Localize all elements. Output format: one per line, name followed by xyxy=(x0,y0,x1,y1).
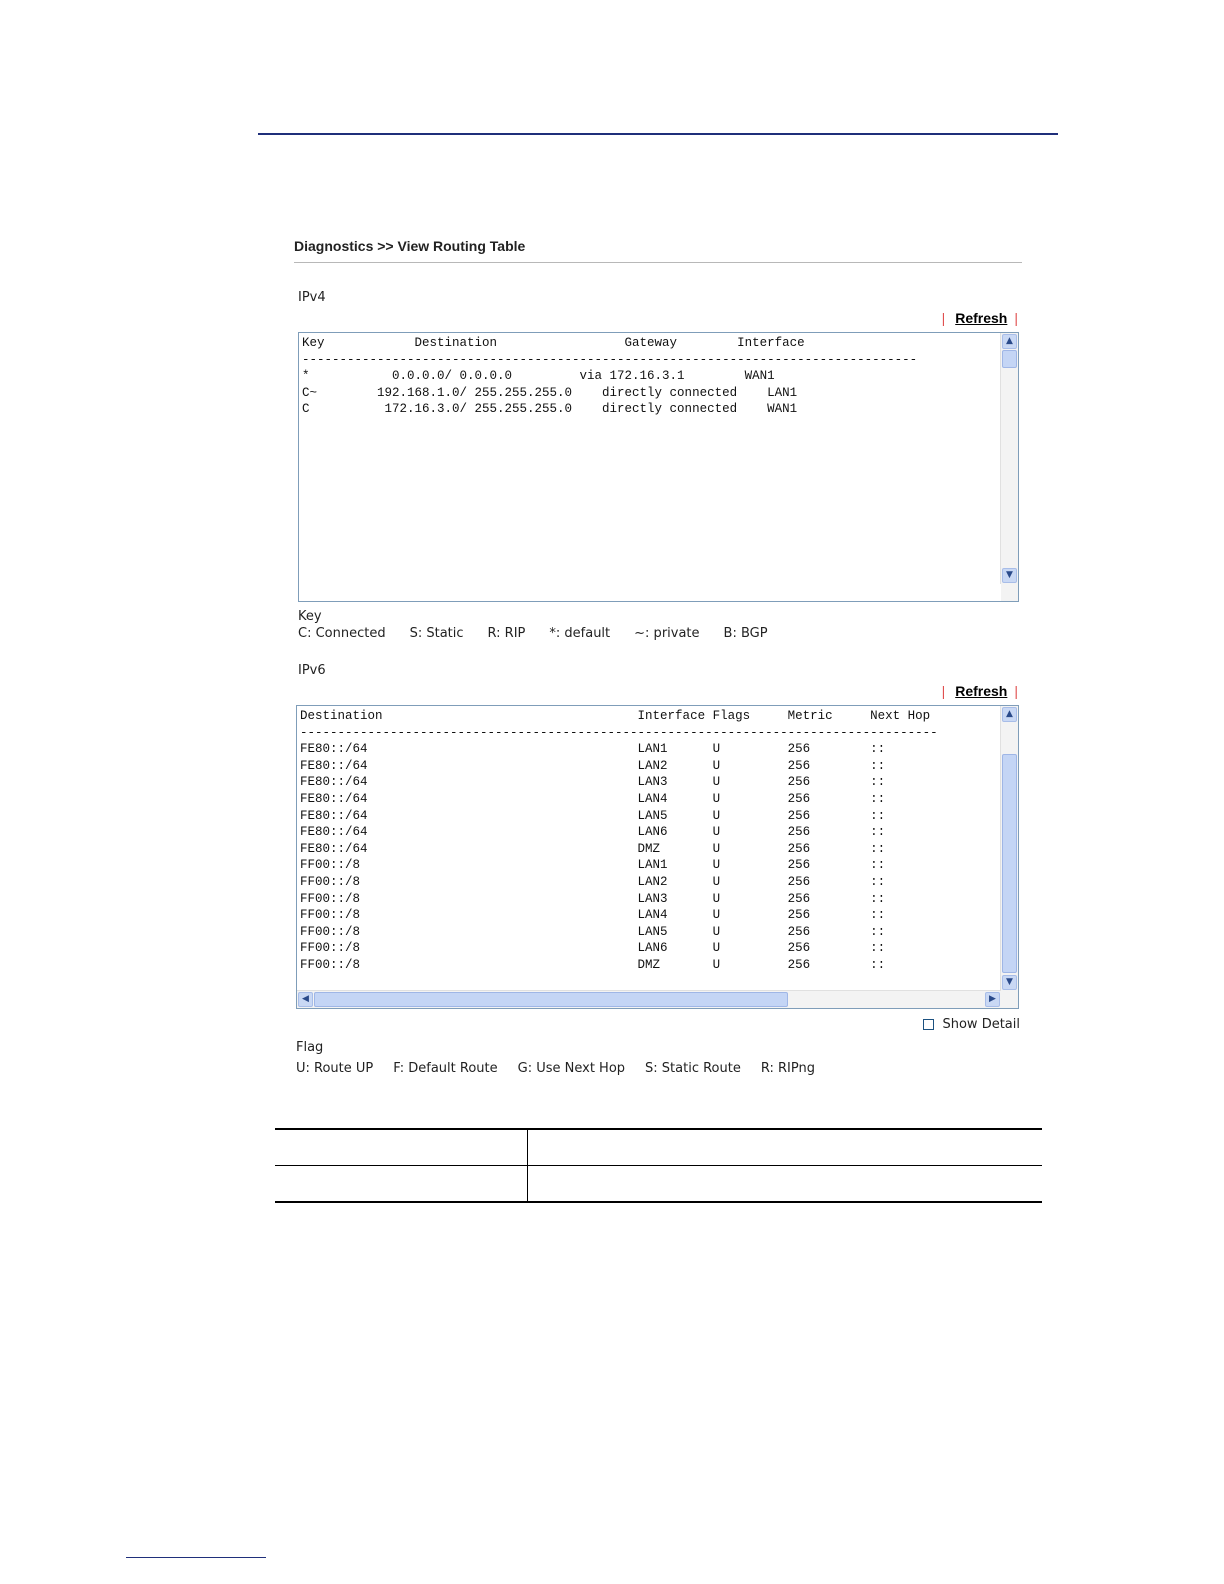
ipv4-refresh-bar-left: | xyxy=(941,310,946,326)
ipv6-row: FF00::/8 LAN2 U 256 :: xyxy=(300,874,886,889)
ipv6-row: FE80::/64 LAN4 U 256 :: xyxy=(300,791,886,806)
ipv6-row: FF00::/8 LAN3 U 256 :: xyxy=(300,891,886,906)
ipv6-vscroll-thumb[interactable] xyxy=(1002,754,1017,973)
show-detail-checkbox[interactable] xyxy=(923,1019,934,1030)
ipv6-refresh-bar-right: | xyxy=(1014,683,1018,699)
key-legend-item: S: Static xyxy=(409,626,464,641)
description-table xyxy=(275,1128,1042,1203)
table-row xyxy=(275,1166,1042,1203)
ipv6-row: FF00::/8 LAN5 U 256 :: xyxy=(300,924,886,939)
ipv6-hscroll-thumb[interactable] xyxy=(314,992,788,1007)
flag-legend xyxy=(296,1061,839,1076)
header-rule xyxy=(258,133,1058,135)
ipv6-row: FE80::/64 LAN2 U 256 :: xyxy=(300,758,886,773)
title-divider xyxy=(294,262,1022,263)
ipv6-row: FF00::/8 LAN6 U 256 :: xyxy=(300,941,886,956)
ipv6-row: FE80::/64 LAN5 U 256 :: xyxy=(300,808,886,823)
ipv6-row: FE80::/64 LAN6 U 256 :: xyxy=(300,825,886,840)
ipv4-vertical-scrollbar[interactable] xyxy=(1000,333,1018,584)
scroll-right-icon[interactable]: ▶ xyxy=(985,992,1000,1007)
key-legend-title: Key xyxy=(298,609,322,624)
key-legend xyxy=(298,626,792,641)
table-row xyxy=(275,1129,1042,1166)
scroll-left-icon[interactable]: ◀ xyxy=(298,992,313,1007)
table-cell xyxy=(275,1166,528,1203)
key-legend-item: B: BGP xyxy=(723,626,768,641)
ipv4-label: IPv4 xyxy=(298,290,326,305)
flag-legend-title: Flag xyxy=(296,1040,324,1055)
ipv4-separator: ---------------------------------------------------------------------------------- xyxy=(302,352,918,367)
footer-rule xyxy=(126,1557,266,1558)
ipv4-row: C~ 192.168.1.0/ 255.255.255.0 directly connected LAN1 xyxy=(302,385,798,400)
ipv4-refresh-bar-right: | xyxy=(1014,310,1018,326)
ipv4-row: C 172.16.3.0/ 255.255.255.0 directly connected WAN1 xyxy=(302,402,798,417)
scroll-up-icon[interactable]: ▲ xyxy=(1002,334,1017,349)
ipv4-row: * 0.0.0.0/ 0.0.0.0 via 172.16.3.1 WAN1 xyxy=(302,369,775,384)
show-detail-label: Show Detail xyxy=(942,1017,1020,1032)
ipv6-row: FF00::/8 LAN1 U 256 :: xyxy=(300,858,886,873)
flag-legend-item: S: Static Route xyxy=(645,1061,741,1076)
flag-legend-item: U: Route UP xyxy=(296,1061,374,1076)
ipv6-row: FF00::/8 LAN4 U 256 :: xyxy=(300,908,886,923)
resize-grip-icon[interactable] xyxy=(1001,584,1018,601)
table-cell xyxy=(275,1129,528,1166)
scroll-down-icon[interactable]: ▼ xyxy=(1002,975,1017,990)
page-title: Diagnostics >> View Routing Table xyxy=(294,238,526,254)
key-legend-item: ~: private xyxy=(634,626,700,641)
ipv6-vertical-scrollbar[interactable] xyxy=(1000,706,1018,991)
key-legend-item: *: default xyxy=(549,626,611,641)
key-legend-item: R: RIP xyxy=(487,626,526,641)
flag-legend-item: G: Use Next Hop xyxy=(517,1061,626,1076)
ipv6-row: FF00::/8 DMZ U 256 :: xyxy=(300,957,886,972)
table-cell xyxy=(528,1129,1043,1166)
show-detail-toggle[interactable] xyxy=(923,1017,1020,1032)
ipv4-routing-textarea[interactable] xyxy=(298,332,1019,602)
ipv6-row: FE80::/64 LAN1 U 256 :: xyxy=(300,742,886,757)
ipv4-refresh xyxy=(942,310,1018,326)
ipv6-refresh-bar-left: | xyxy=(941,683,946,699)
ipv6-row: FE80::/64 LAN3 U 256 :: xyxy=(300,775,886,790)
ipv6-separator: ------------------------------------------------------------------------------------- xyxy=(300,725,938,740)
scroll-up-icon[interactable]: ▲ xyxy=(1002,707,1017,722)
ipv6-routing-textarea[interactable] xyxy=(296,705,1019,1009)
ipv6-routing-text xyxy=(300,708,938,974)
ipv4-header: Key Destination Gateway Interface xyxy=(302,336,805,350)
ipv4-scroll-thumb[interactable] xyxy=(1002,350,1017,368)
ipv6-horizontal-scrollbar[interactable] xyxy=(297,990,1001,1008)
ipv4-routing-text xyxy=(302,335,917,418)
resize-grip-icon[interactable] xyxy=(1001,991,1018,1008)
flag-legend-item: R: RIPng xyxy=(760,1061,815,1076)
scroll-down-icon[interactable]: ▼ xyxy=(1002,568,1017,583)
ipv6-refresh xyxy=(942,683,1018,699)
ipv6-header: Destination Interface Flags Metric Next Hop xyxy=(300,709,931,723)
ipv4-refresh-link[interactable]: Refresh xyxy=(955,310,1008,326)
ipv6-refresh-link[interactable]: Refresh xyxy=(955,683,1008,699)
ipv6-label: IPv6 xyxy=(298,663,326,678)
table-cell xyxy=(528,1166,1043,1203)
ipv6-row: FE80::/64 DMZ U 256 :: xyxy=(300,841,886,856)
key-legend-item: C: Connected xyxy=(298,626,386,641)
flag-legend-item: F: Default Route xyxy=(393,1061,498,1076)
